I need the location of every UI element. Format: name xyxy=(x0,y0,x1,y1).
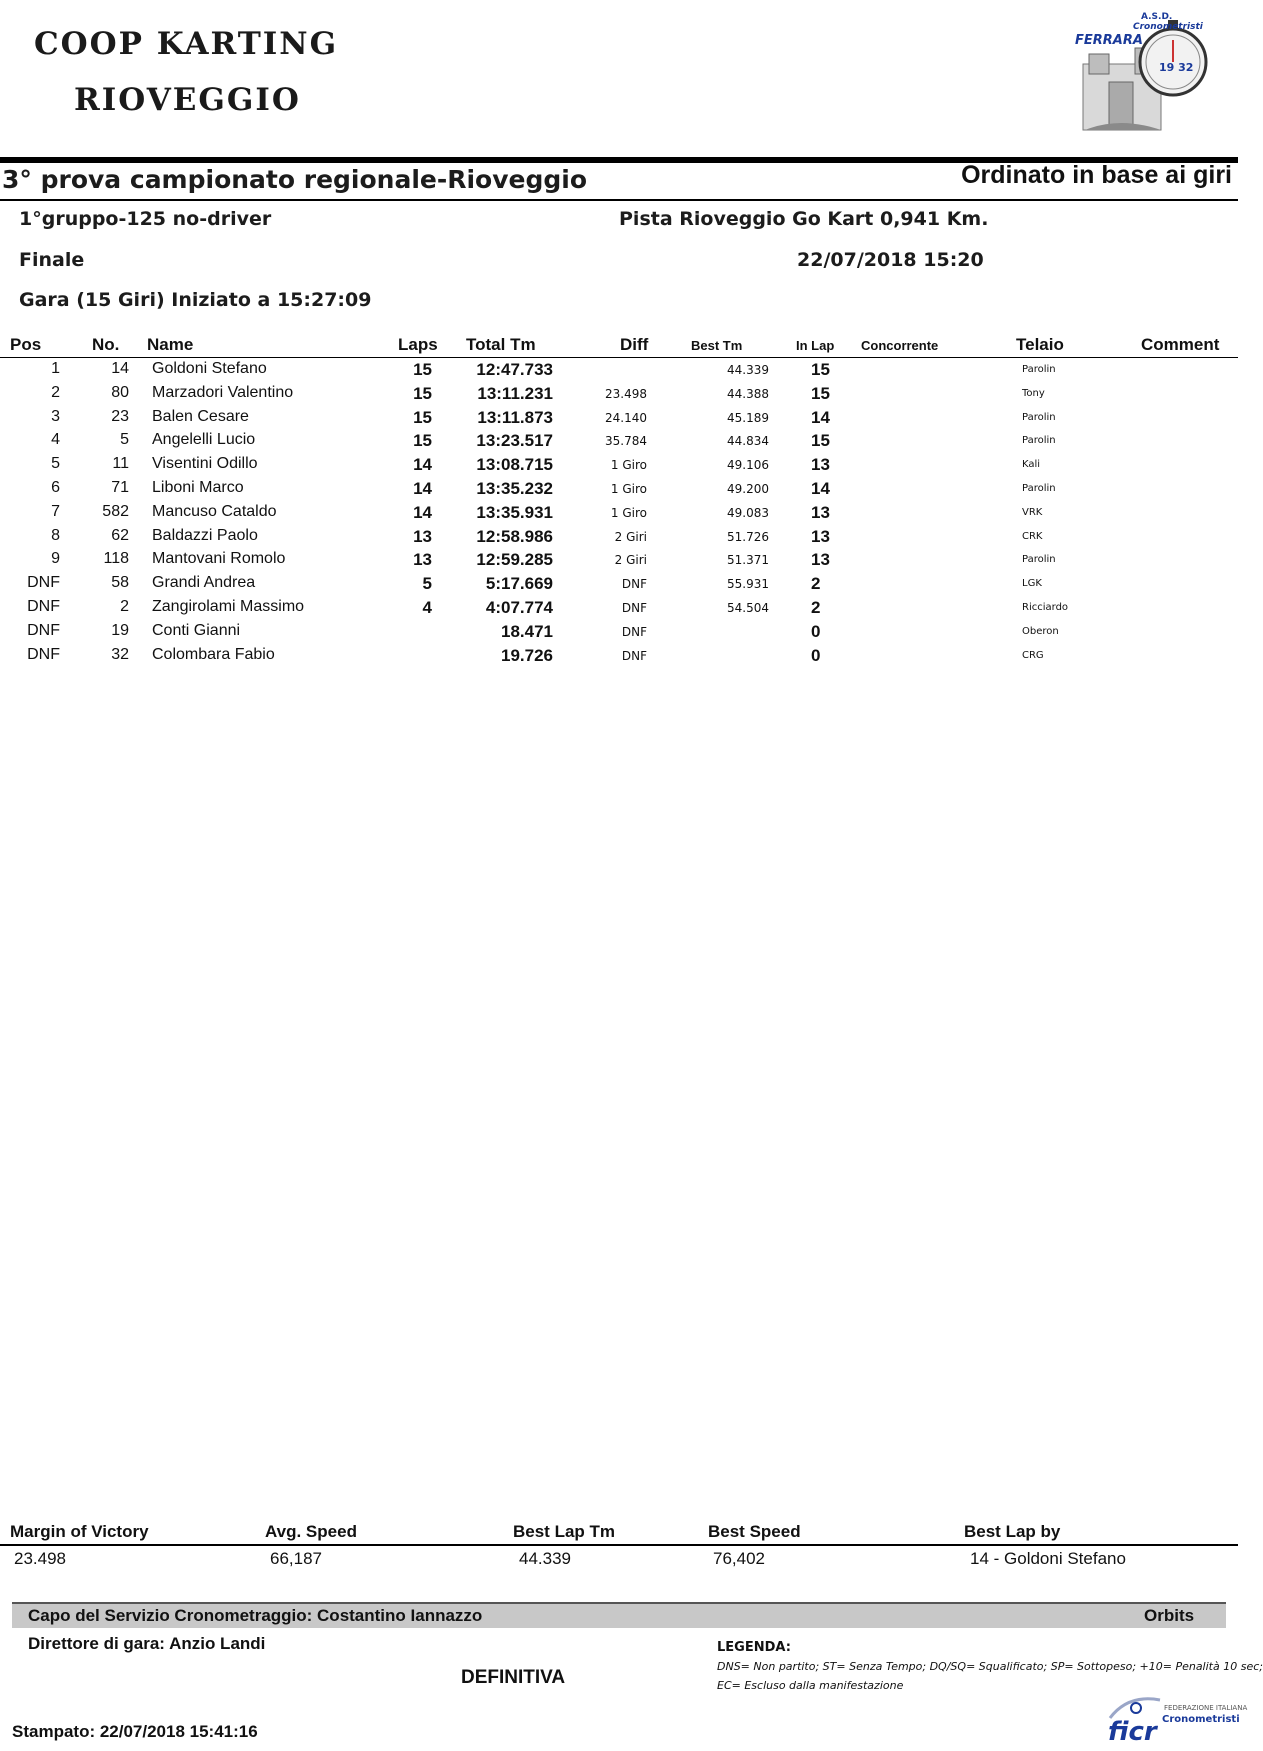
row-diff: 1 Giro xyxy=(610,505,647,520)
row-number: 23 xyxy=(111,407,129,425)
organizer-location: RIOVEGGIO xyxy=(74,82,301,118)
row-number: 14 xyxy=(111,360,129,377)
row-pos: DNF xyxy=(27,621,60,639)
row-best-time: 51.726 xyxy=(727,529,769,544)
table-row xyxy=(0,358,1238,382)
summary-avg-speed-value: 66,187 xyxy=(270,1549,322,1568)
row-total-time: 12:59.285 xyxy=(476,550,553,570)
summary-header xyxy=(0,1520,1238,1546)
row-number: 71 xyxy=(111,478,129,496)
row-total-time: 13:35.931 xyxy=(476,502,553,522)
row-diff: 35.784 xyxy=(605,434,647,449)
table-row xyxy=(0,382,1238,406)
row-number: 19 xyxy=(111,621,129,639)
row-diff: 1 Giro xyxy=(610,481,647,496)
row-diff: 2 Giri xyxy=(614,529,647,544)
row-in-lap: 15 xyxy=(811,383,830,403)
col-comment: Comment xyxy=(1141,335,1220,354)
table-row xyxy=(0,548,1238,572)
col-number: No. xyxy=(92,335,120,354)
race-datetime: 22/07/2018 15:20 xyxy=(797,249,984,271)
row-in-lap: 13 xyxy=(811,502,830,522)
row-best-time: 49.083 xyxy=(727,505,769,520)
row-diff: DNF xyxy=(621,648,647,663)
summary-avg-speed-label: Avg. Speed xyxy=(265,1522,357,1541)
timing-chief: Capo del Servizio Cronometraggio: Costantino Iannazzo xyxy=(28,1606,483,1625)
row-total-time: 4:07.774 xyxy=(485,597,553,617)
col-entrant: Concorrente xyxy=(861,338,939,353)
table-row xyxy=(0,644,1238,668)
row-best-time: 54.504 xyxy=(727,600,769,615)
row-number: 62 xyxy=(111,526,129,544)
row-pos: 9 xyxy=(51,550,60,568)
row-laps: 14 xyxy=(413,455,432,475)
row-diff: DNF xyxy=(621,600,647,615)
row-total-time: 19.726 xyxy=(501,645,553,665)
ficr-mark: ficr xyxy=(1108,1717,1157,1747)
row-pos: DNF xyxy=(27,574,60,592)
row-laps: 15 xyxy=(413,431,432,451)
table-row xyxy=(0,501,1238,525)
col-diff: Diff xyxy=(620,335,649,354)
row-total-time: 13:11.231 xyxy=(477,383,553,403)
row-total-time: 13:11.873 xyxy=(477,407,553,427)
row-name: Mantovani Romolo xyxy=(152,550,286,568)
row-chassis: CRG xyxy=(1022,649,1044,661)
row-name: Marzadori Valentino xyxy=(152,383,294,401)
title-divider xyxy=(0,199,1238,201)
row-pos: 8 xyxy=(51,526,60,544)
row-chassis: Ricciardo xyxy=(1022,601,1069,613)
row-laps: 13 xyxy=(413,550,432,570)
row-in-lap: 2 xyxy=(811,597,821,617)
logo-text-asd: A.S.D. xyxy=(1141,12,1173,22)
row-number: 118 xyxy=(103,550,129,568)
row-name: Zangirolami Massimo xyxy=(152,597,305,615)
row-best-time: 49.106 xyxy=(727,458,769,473)
table-row xyxy=(0,477,1238,501)
row-chassis: LGK xyxy=(1022,578,1042,590)
row-chassis: Tony xyxy=(1022,387,1045,399)
col-total-time: Total Tm xyxy=(466,335,536,354)
row-name: Colombara Fabio xyxy=(152,645,275,663)
row-laps: 4 xyxy=(422,597,432,617)
table-row xyxy=(0,406,1238,430)
row-in-lap: 0 xyxy=(811,621,821,641)
table-row xyxy=(0,572,1238,596)
summary-best-by-label: Best Lap by xyxy=(964,1522,1061,1541)
row-laps: 13 xyxy=(413,526,432,546)
row-chassis: Parolin xyxy=(1022,364,1056,375)
row-pos: 5 xyxy=(51,455,60,473)
results-table-body xyxy=(0,358,1238,667)
col-chassis: Telaio xyxy=(1016,335,1064,354)
row-pos: 4 xyxy=(51,431,60,449)
row-number: 58 xyxy=(111,574,129,592)
summary-best-speed-label: Best Speed xyxy=(708,1522,801,1541)
row-best-time: 45.189 xyxy=(727,410,769,425)
legend-line-1: DNS= Non partito; ST= Senza Tempo; DQ/SQ= Squalificato; SP= Sottopeso; +10= Penalità 10 sec; xyxy=(717,1660,1263,1673)
row-in-lap: 2 xyxy=(811,574,821,594)
session-name: Finale xyxy=(19,249,85,271)
row-laps: 15 xyxy=(413,360,432,379)
row-laps: 5 xyxy=(422,574,432,594)
row-total-time: 13:08.715 xyxy=(476,455,553,475)
row-chassis: Parolin xyxy=(1022,554,1056,566)
row-name: Baldazzi Paolo xyxy=(152,526,258,544)
results-table-header xyxy=(0,333,1238,358)
row-best-time: 49.200 xyxy=(727,481,769,496)
table-row xyxy=(0,453,1238,477)
col-pos: Pos xyxy=(10,335,42,354)
row-in-lap: 13 xyxy=(811,550,830,570)
row-chassis: VRK xyxy=(1022,506,1043,518)
summary-best-lap-value: 44.339 xyxy=(519,1549,571,1568)
ficr-text-cronometristi: Cronometristi xyxy=(1162,1714,1240,1725)
row-chassis: Parolin xyxy=(1022,411,1056,423)
row-chassis: Parolin xyxy=(1022,435,1056,447)
table-row xyxy=(0,525,1238,549)
row-best-time: 44.834 xyxy=(727,434,769,449)
row-number: 582 xyxy=(102,502,129,520)
row-in-lap: 14 xyxy=(811,407,830,427)
row-name: Angelelli Lucio xyxy=(152,431,256,449)
row-number: 80 xyxy=(111,383,129,401)
row-in-lap: 13 xyxy=(811,455,830,475)
row-pos: 3 xyxy=(51,407,60,425)
row-diff: DNF xyxy=(621,577,647,592)
row-total-time: 13:23.517 xyxy=(476,431,553,451)
col-best-time: Best Tm xyxy=(691,338,743,353)
row-laps: 15 xyxy=(413,383,432,403)
row-pos: 7 xyxy=(51,502,60,520)
race-group: 1°gruppo-125 no-driver xyxy=(19,208,272,230)
ficr-logo xyxy=(1100,1690,1248,1747)
table-row xyxy=(0,596,1238,620)
row-pos: 1 xyxy=(51,360,60,377)
row-total-time: 12:47.733 xyxy=(476,360,553,379)
race-start-info: Gara (15 Giri) Iniziato a 15:27:09 xyxy=(19,289,372,311)
row-pos: DNF xyxy=(27,645,60,663)
col-name: Name xyxy=(147,335,194,354)
row-number: 2 xyxy=(120,597,129,615)
row-best-time: 55.931 xyxy=(727,577,769,592)
summary-margin-label: Margin of Victory xyxy=(10,1522,149,1541)
row-diff: 23.498 xyxy=(605,386,647,401)
timekeepers-logo xyxy=(1075,12,1215,134)
row-name: Grandi Andrea xyxy=(152,574,256,592)
row-total-time: 13:35.232 xyxy=(476,478,553,498)
row-chassis: Oberon xyxy=(1022,625,1059,637)
summary-margin-value: 23.498 xyxy=(14,1549,66,1568)
row-in-lap: 13 xyxy=(811,526,830,546)
ficr-text-federazione: FEDERAZIONE ITALIANA xyxy=(1164,1704,1248,1712)
row-number: 11 xyxy=(112,455,129,473)
row-name: Goldoni Stefano xyxy=(152,360,267,377)
row-in-lap: 0 xyxy=(811,645,821,665)
printed-timestamp: Stampato: 22/07/2018 15:41:16 xyxy=(12,1722,258,1741)
legend-line-2: EC= Escluso dalla manifestazione xyxy=(717,1679,904,1692)
logo-text-cronometristi: Cronometristi xyxy=(1133,22,1203,32)
row-best-time: 44.388 xyxy=(727,386,769,401)
row-in-lap: 15 xyxy=(811,360,830,379)
row-in-lap: 15 xyxy=(811,431,830,451)
row-in-lap: 14 xyxy=(811,478,830,498)
row-diff: DNF xyxy=(621,624,647,639)
logo-text-ferrara: FERRARA xyxy=(1075,33,1143,48)
row-chassis: Parolin xyxy=(1022,482,1056,494)
row-total-time: 18.471 xyxy=(501,621,553,641)
row-chassis: Kali xyxy=(1022,459,1041,471)
row-pos: 6 xyxy=(51,478,60,496)
row-name: Liboni Marco xyxy=(152,478,244,496)
summary-best-lap-label: Best Lap Tm xyxy=(513,1522,616,1541)
row-pos: DNF xyxy=(27,597,60,615)
col-in-lap: In Lap xyxy=(796,338,835,353)
summary-best-speed-value: 76,402 xyxy=(713,1549,765,1568)
table-row xyxy=(0,620,1238,644)
row-name: Mancuso Cataldo xyxy=(152,502,277,520)
summary-best-by-value: 14 - Goldoni Stefano xyxy=(970,1549,1126,1568)
row-total-time: 12:58.986 xyxy=(476,526,553,546)
row-laps: 15 xyxy=(413,407,432,427)
row-diff: 1 Giro xyxy=(610,458,647,473)
race-director: Direttore di gara: Anzio Landi xyxy=(28,1634,266,1653)
row-name: Balen Cesare xyxy=(152,407,249,425)
row-chassis: CRK xyxy=(1022,530,1043,542)
row-pos: 2 xyxy=(51,383,60,401)
logo-text-years: 19 32 xyxy=(1159,61,1194,74)
software-label: Orbits xyxy=(1144,1606,1195,1625)
race-title: 3° prova campionato regionale-Rioveggio xyxy=(2,165,588,194)
row-name: Conti Gianni xyxy=(152,621,241,639)
result-status: DEFINITIVA xyxy=(461,1667,566,1688)
row-number: 5 xyxy=(120,431,129,449)
legend-title: LEGENDA: xyxy=(717,1640,791,1655)
row-laps: 14 xyxy=(413,502,432,522)
organizer-name: COOP KARTING xyxy=(34,26,339,62)
row-number: 32 xyxy=(111,645,129,663)
sort-order-label: Ordinato in base ai giri xyxy=(961,161,1232,189)
row-diff: 2 Giri xyxy=(614,553,647,568)
row-best-time: 44.339 xyxy=(727,363,769,377)
row-diff: 24.140 xyxy=(605,410,647,425)
col-laps: Laps xyxy=(398,335,438,354)
row-total-time: 5:17.669 xyxy=(485,574,553,594)
row-name: Visentini Odillo xyxy=(152,455,258,473)
table-row xyxy=(0,429,1238,453)
row-best-time: 51.371 xyxy=(727,553,769,568)
row-laps: 14 xyxy=(413,478,432,498)
track-info: Pista Rioveggio Go Kart 0,941 Km. xyxy=(619,208,989,230)
